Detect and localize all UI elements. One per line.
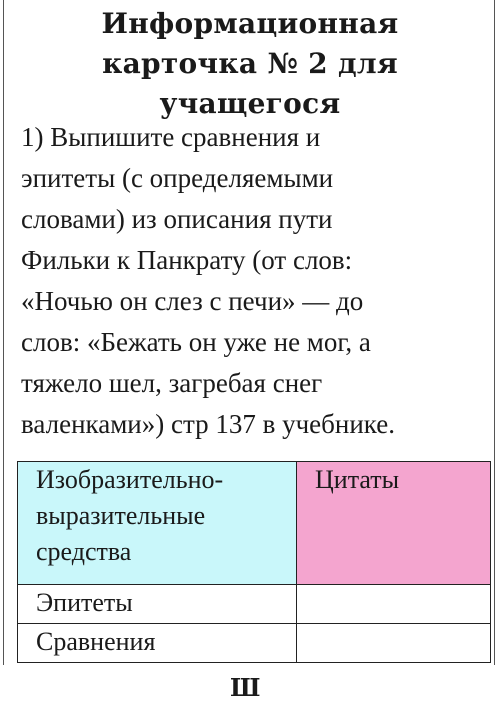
task-line: 1) Выпишите сравнения и <box>21 122 321 152</box>
task-line: валенками») стр 137 в учебнике. <box>21 409 395 439</box>
header-means-cell <box>18 462 297 585</box>
task-text <box>21 117 486 445</box>
row-label-epithets: Эпитеты <box>18 585 297 624</box>
task-line: эпитеты (с определяемыми <box>21 163 334 193</box>
header-quotes-cell: Цитаты <box>297 462 491 585</box>
task-line: «Ночью он слез с печи» — до <box>21 286 364 316</box>
header-means-line: Изобразительно- <box>36 465 224 494</box>
row-label-comparisons: Сравнения <box>18 624 297 663</box>
header-means-line: средства <box>36 537 132 566</box>
task-line: тяжело шел, загребая снег <box>21 368 323 398</box>
row-value-epithets[interactable] <box>297 585 491 624</box>
task-line: слов: «Бежать он уже не мог, а <box>21 327 371 357</box>
task-line: словами) из описания пути <box>21 204 333 234</box>
answer-table <box>17 461 491 663</box>
table-row <box>18 585 491 624</box>
title-line-2: карточка № 2 для <box>102 47 398 80</box>
cut-off-text: Ш <box>230 673 261 702</box>
table-row <box>18 624 491 663</box>
table-header-row <box>18 462 491 585</box>
title-line-3: учащегося <box>159 87 341 120</box>
header-means-line: выразительные <box>36 501 206 530</box>
card-title <box>4 4 496 124</box>
title-line-1: Информационная <box>101 7 399 40</box>
row-value-comparisons[interactable] <box>297 624 491 663</box>
task-line: Фильки к Панкрату (от слов: <box>21 245 353 275</box>
